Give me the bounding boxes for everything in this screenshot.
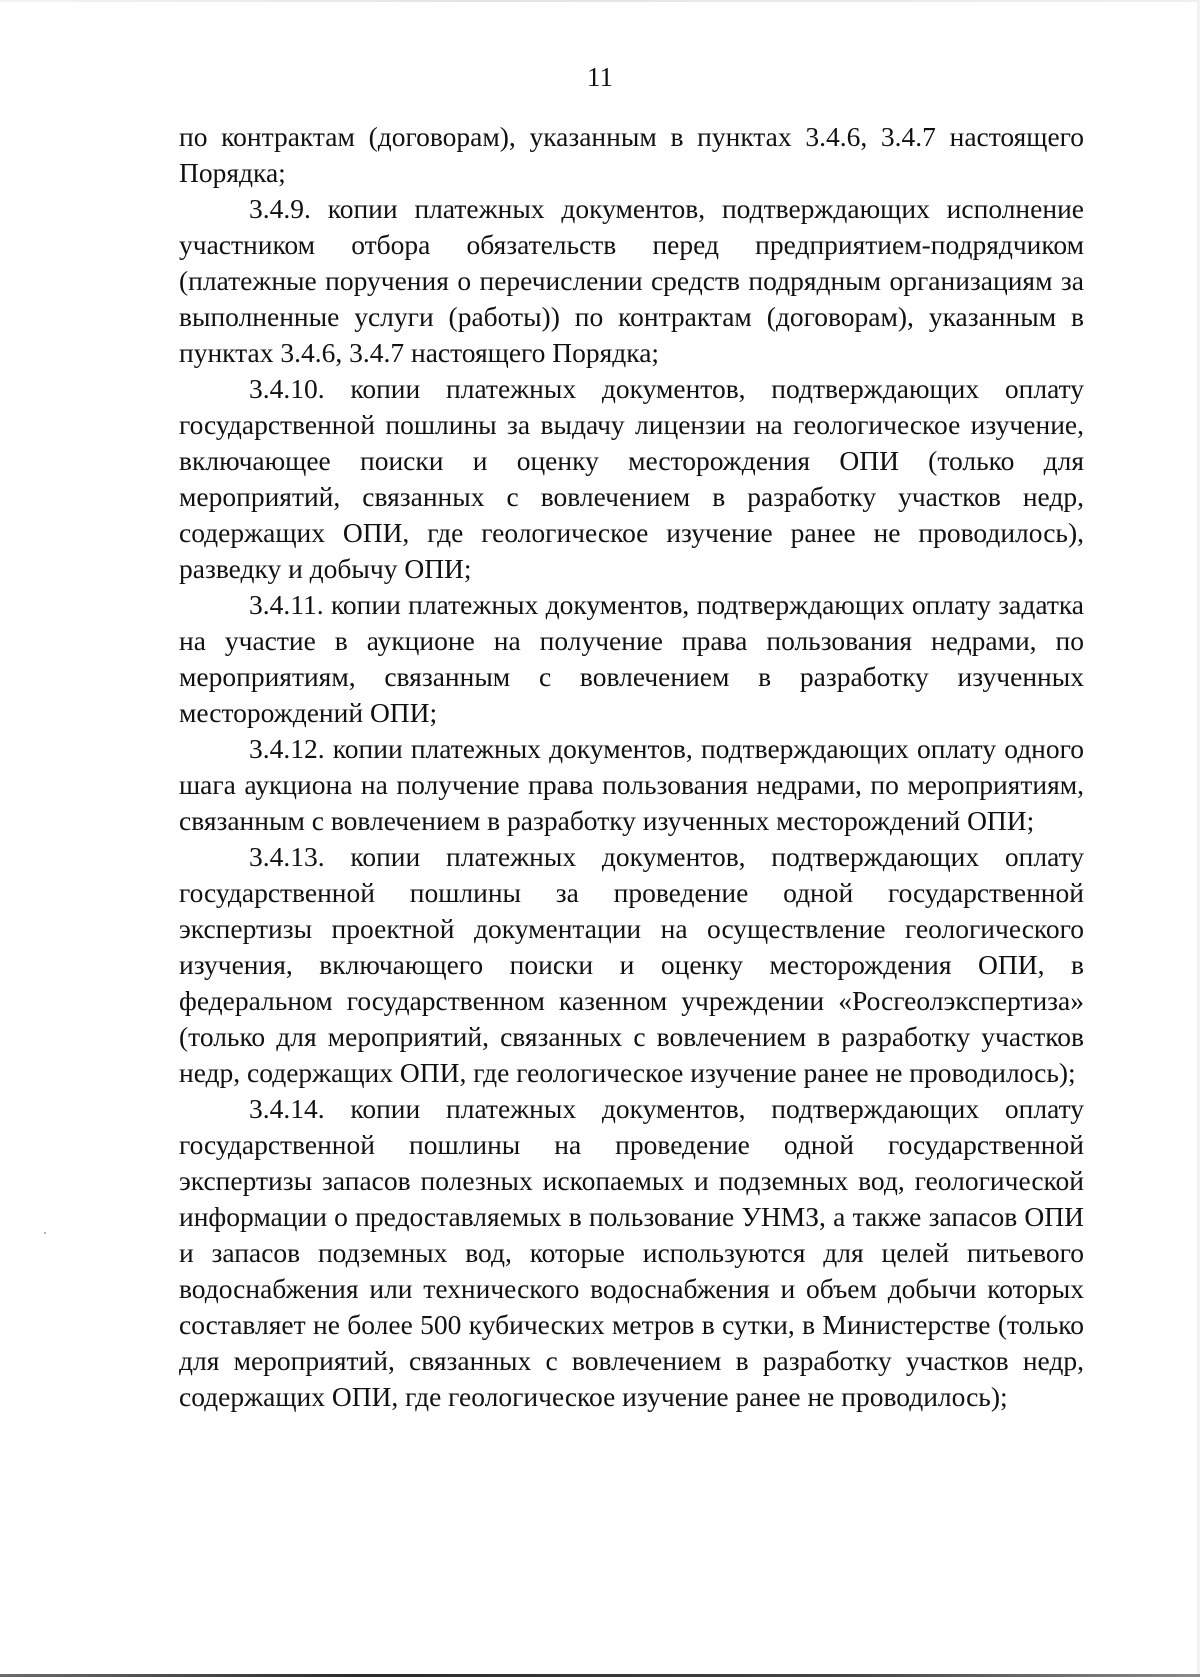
scan-edge-top — [0, 0, 1200, 2]
document-body — [179, 119, 1084, 1415]
page-number: 11 — [587, 62, 613, 92]
paragraph-3-4-11: 3.4.11. копии платежных документов, подтверждающих оплату задатка на участие в аукционе на получение права пользования недрами, по мероприятиям, связанным с вовлечением в разработку изученных месторождений ОПИ; — [179, 589, 1084, 728]
paragraph-3-4-12: 3.4.12. копии платежных документов, подтверждающих оплату одного шага аукциона на получение права пользования недрами, по мероприятиям, связанным с вовлечением в разработку изученных месторождений ОПИ; — [179, 733, 1084, 836]
paragraph-continuation: по контрактам (договорам), указанным в пунктах 3.4.6, 3.4.7 настоящего Порядка; — [179, 121, 1084, 188]
paragraph-3-4-14: 3.4.14. копии платежных документов, подтверждающих оплату государственной пошлины на проведение одной государственной экспертизы запасов полезных ископаемых и подземных вод, геологической информации о предоставляемых в пользование УНМЗ, а также запасов ОПИ и запасов подземных вод, которые используются для целей питьевого водоснабжения или технического водоснабжения и объем добычи которых составляет не более 500 кубических метров в сутки, в Министерстве (только для мероприятий, связанных с вовлечением в разработку участков недр, содержащих ОПИ, где геологическое изучение ранее не проводилось); — [179, 1093, 1084, 1412]
scan-speck — [44, 1232, 46, 1234]
paragraph-3-4-10: 3.4.10. копии платежных документов, подтверждающих оплату государственной пошлины за выдачу лицензии на геологическое изучение, включающее поиски и оценку месторождения ОПИ (только для мероприятий, связанных с вовлечением в разработку участков недр, содержащих ОПИ, где геологическое изучение ранее не проводилось), разведку и добычу ОПИ; — [179, 373, 1084, 584]
paragraph-3-4-9: 3.4.9. копии платежных документов, подтверждающих исполнение участником отбора обязательств перед предприятием-подрядчиком (платежные поручения о перечислении средств подрядным организациям за выполненные услуги (работы)) по контрактам (договорам), указанным в пунктах 3.4.6, 3.4.7 настоящего Порядка; — [179, 193, 1084, 368]
paragraph-3-4-13: 3.4.13. копии платежных документов, подтверждающих оплату государственной пошлины за проведение одной государственной экспертизы проектной документации на осуществление геологического изучения, включающего поиски и оценку месторождения ОПИ, в федеральном государственном казенном учреждении «Росгеолэкспертиза» (только для мероприятий, связанных с вовлечением в разработку участков недр, содержащих ОПИ, где геологическое изучение ранее не проводилось); — [179, 841, 1084, 1088]
